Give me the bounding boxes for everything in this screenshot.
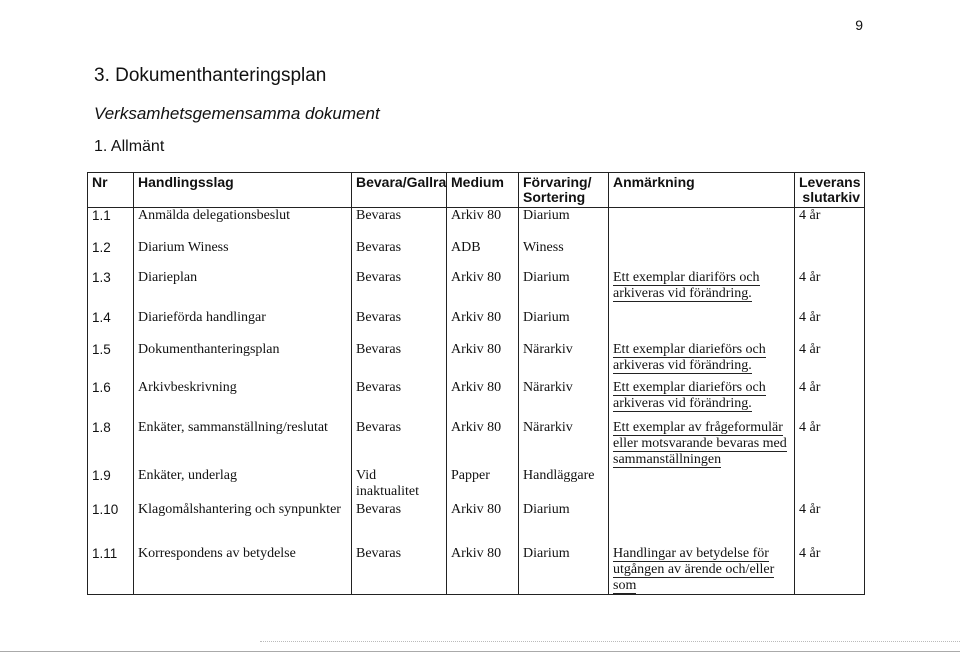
row-anmarkning (609, 468, 795, 502)
row-forvaring: Diarium (519, 546, 609, 595)
row-handlingsslag: Korrespondens av betydelse (134, 546, 352, 595)
row-forvaring: Diarium (519, 270, 609, 310)
row-anmarkning (609, 420, 795, 468)
row-leverans: 4 år (795, 270, 865, 310)
subsection-heading: 1. Allmänt (94, 138, 165, 155)
row-forvaring: Winess (519, 240, 609, 270)
row-handlingsslag: Diarium Winess (134, 240, 352, 270)
row-medium: Arkiv 80 (447, 380, 519, 420)
row-handlingsslag: Dokumenthanteringsplan (134, 342, 352, 380)
row-bevara-gallra: Bevaras (352, 380, 447, 420)
table-row (88, 208, 865, 240)
row-forvaring: Närarkiv (519, 420, 609, 468)
row-medium: Papper (447, 468, 519, 502)
row-leverans: 4 år (795, 342, 865, 380)
row-anmarkning (609, 502, 795, 546)
header-leverans: Leverans slutarkiv (795, 173, 865, 208)
table-header-row (88, 173, 865, 208)
row-nr: 1.9 (88, 468, 134, 502)
row-nr: 1.5 (88, 342, 134, 380)
row-anmarkning (609, 240, 795, 270)
anmarkning-text: Ett exemplar diarieförs och arkiveras vid förändring. (613, 379, 766, 411)
row-leverans: 4 år (795, 310, 865, 342)
row-medium: Arkiv 80 (447, 310, 519, 342)
row-forvaring: Närarkiv (519, 342, 609, 380)
table-row (88, 380, 865, 420)
row-anmarkning (609, 380, 795, 420)
row-handlingsslag: Enkäter, sammanställning/reslutat (134, 420, 352, 468)
table-row (88, 342, 865, 380)
header-anmarkning: Anmärkning (609, 173, 795, 208)
document-plan-table (87, 172, 865, 595)
row-nr: 1.4 (88, 310, 134, 342)
row-forvaring: Närarkiv (519, 380, 609, 420)
header-nr: Nr (88, 173, 134, 208)
row-bevara-gallra: Bevaras (352, 270, 447, 310)
row-bevara-gallra: Bevaras (352, 546, 447, 595)
row-bevara-gallra: Bevaras (352, 342, 447, 380)
table-row (88, 546, 865, 595)
row-bevara-gallra: Bevaras (352, 240, 447, 270)
subtitle: Verksamhetsgemensamma dokument (94, 104, 380, 123)
header-forvaring: Förvaring/ Sortering (519, 173, 609, 208)
row-nr: 1.8 (88, 420, 134, 468)
row-medium: Arkiv 80 (447, 546, 519, 595)
header-medium: Medium (447, 173, 519, 208)
row-handlingsslag: Klagomålshantering och synpunkter (134, 502, 352, 546)
anmarkning-text: Ett exemplar diariförs och arkiveras vid förändring. (613, 269, 760, 301)
row-forvaring: Diarium (519, 208, 609, 240)
anmarkning-text: Ett exemplar diarieförs och arkiveras vid förändring. (613, 341, 766, 373)
row-bevara-gallra: Vid inaktualitet (352, 468, 447, 502)
table-row (88, 270, 865, 310)
footer-rule (0, 651, 960, 652)
section-title: 3. Dokumenthanteringsplan (94, 65, 327, 86)
anmarkning-text: Ett exemplar av frågeformulär eller motsvarande bevaras med sammanställningen (613, 419, 787, 467)
row-bevara-gallra: Bevaras (352, 310, 447, 342)
row-anmarkning (609, 208, 795, 240)
row-handlingsslag: Anmälda delegationsbeslut (134, 208, 352, 240)
page-number: 9 (855, 17, 863, 33)
row-anmarkning (609, 546, 795, 595)
row-forvaring: Diarium (519, 310, 609, 342)
table-row (88, 468, 865, 502)
row-medium: Arkiv 80 (447, 270, 519, 310)
header-bevara-gallra: Bevara/Gallra (352, 173, 447, 208)
row-nr: 1.3 (88, 270, 134, 310)
row-anmarkning (609, 270, 795, 310)
row-leverans (795, 240, 865, 270)
row-medium: Arkiv 80 (447, 208, 519, 240)
row-bevara-gallra: Bevaras (352, 208, 447, 240)
table-row (88, 420, 865, 468)
row-handlingsslag: Diarieplan (134, 270, 352, 310)
row-leverans (795, 468, 865, 502)
row-medium: Arkiv 80 (447, 420, 519, 468)
footer-dotted-rule (260, 641, 960, 642)
row-nr: 1.11 (88, 546, 134, 595)
row-forvaring: Handläggare (519, 468, 609, 502)
table-row (88, 502, 865, 546)
header-handlingsslag: Handlingsslag (134, 173, 352, 208)
row-bevara-gallra: Bevaras (352, 502, 447, 546)
table-row (88, 310, 865, 342)
row-anmarkning (609, 310, 795, 342)
row-medium: Arkiv 80 (447, 342, 519, 380)
row-medium: Arkiv 80 (447, 502, 519, 546)
row-nr: 1.10 (88, 502, 134, 546)
row-medium: ADB (447, 240, 519, 270)
row-nr: 1.1 (88, 208, 134, 240)
row-leverans: 4 år (795, 420, 865, 468)
row-handlingsslag: Enkäter, underlag (134, 468, 352, 502)
row-leverans: 4 år (795, 208, 865, 240)
row-leverans: 4 år (795, 546, 865, 595)
row-nr: 1.6 (88, 380, 134, 420)
row-nr: 1.2 (88, 240, 134, 270)
row-handlingsslag: Diarieförda handlingar (134, 310, 352, 342)
row-bevara-gallra: Bevaras (352, 420, 447, 468)
row-leverans: 4 år (795, 502, 865, 546)
row-handlingsslag: Arkivbeskrivning (134, 380, 352, 420)
row-leverans: 4 år (795, 380, 865, 420)
table-row (88, 240, 865, 270)
anmarkning-text: Handlingar av betydelse för utgången av ärende och/eller som (613, 545, 775, 593)
row-forvaring: Diarium (519, 502, 609, 546)
row-anmarkning (609, 342, 795, 380)
